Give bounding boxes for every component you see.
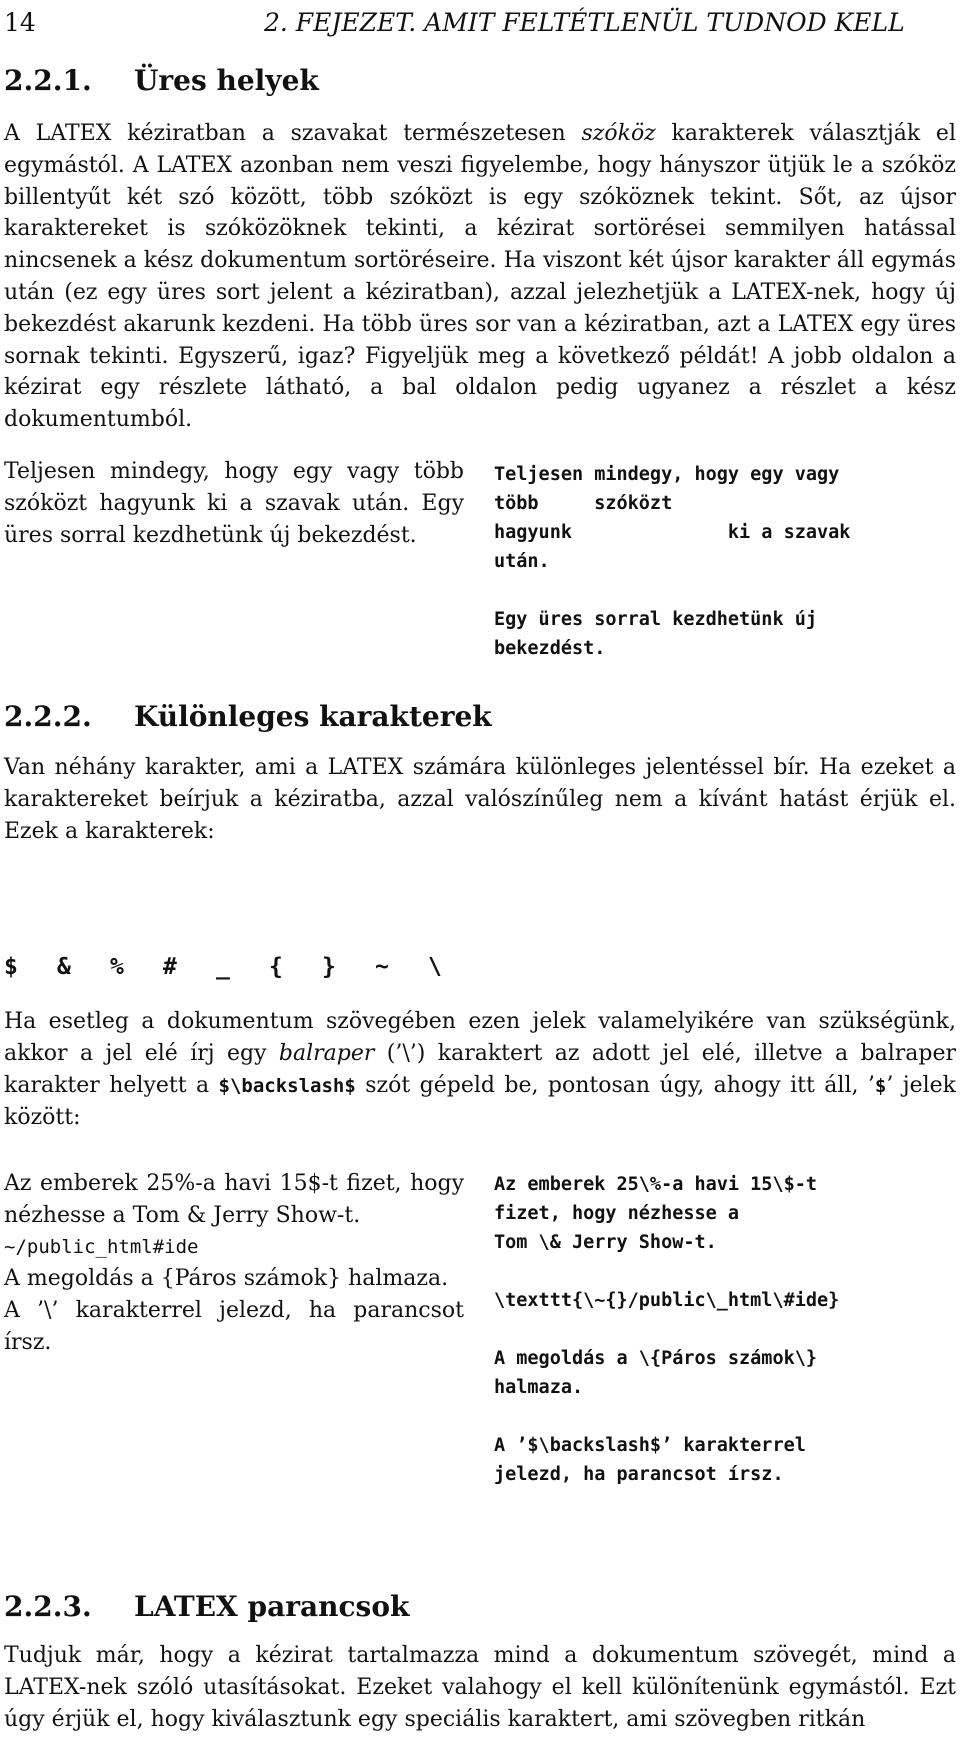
example2-line: A ’\’ karakterrel jelezd, ha parancsot írsz. <box>4 1298 464 1355</box>
paragraph-text: szót gépeld be, pontosan úgy, ahogy itt áll, ’ <box>355 1072 875 1098</box>
paragraph-text: (’\’) karaktert az adott jel elé, illetve a balraper karakter helyett a <box>4 1040 956 1098</box>
special-characters-list <box>4 954 481 980</box>
section-number: 2.2.3. <box>4 1590 92 1623</box>
example2-output <box>4 1168 464 1359</box>
special-char: # <box>163 954 177 980</box>
section-title: Üres helyek <box>134 64 319 97</box>
special-char: $ <box>4 954 18 980</box>
emphasis-text: szóköz <box>581 121 656 146</box>
example2-line: A megoldás a {Páros számok} halmaza. <box>4 1266 449 1292</box>
section-title: LATEX parancsok <box>134 1590 410 1623</box>
section-title: Különleges karakterek <box>134 700 492 733</box>
section-heading-ures-helyek <box>4 64 319 97</box>
special-char: { <box>269 954 283 980</box>
section-number: 2.2.1. <box>4 64 92 97</box>
special-char: & <box>57 954 71 980</box>
example2-tt-line: ~/public_html#ide <box>4 1235 199 1258</box>
example2-line: Az emberek 25%-a havi 15$-t fizet, hogy nézhesse a Tom & Jerry Show-t. <box>4 1171 464 1228</box>
section-heading-kulonleges <box>4 700 492 733</box>
example2-source: Az emberek 25\%-a havi 15\$-t fizet, hogy nézhesse a Tom \& Jerry Show-t. \texttt{\~{}/public\_html\#ide} A megoldás a \{Páros számok\} halmaza. A ’$\backslash$’ karakterrel jelezd, ha parancsot írsz. <box>494 1174 840 1485</box>
special-char: ~ <box>375 954 389 980</box>
paragraph-text: karakterek választják el egymástól. A LATEX azonban nem veszi figyelembe, hogy hányszor ütjük le a szóköz billentyűt két szó között, több szóközt is egy szóköznek tekint. Sőt, az újsor karaktereket is szóközöknek tekinti, a kézirat sortörései semmilyen hatással nincsenek a kész dokumentum sortöréseire. Ha viszont két újsor karakter áll egymás után (ez egy üres sort jelent a kéziratban), azzal jelezhetjük a LATEX-nek, hogy új bekezdést akarunk kezdeni. Ha több üres sor van a kéziratban, azt a LATEX egy üres sornak tekinti. Egyszerű, igaz? Figyeljük meg a következő példát! A jobb oldalon a kézirat egy részlete látható, a bal oldalon pedig ugyanez a részlet a kész dokumentumból. <box>4 121 956 433</box>
paragraph-balraper <box>4 1006 956 1134</box>
example1-output: Teljesen mindegy, hogy egy vagy több szóközt hagyunk ki a szavak után. Egy üres sorral kezdhetünk új bekezdést. <box>4 459 464 548</box>
inline-code: $ <box>874 1074 887 1097</box>
paragraph-parancsok: Tudjuk már, hogy a kézirat tartalmazza mind a dokumentum szövegét, mind a LATEX-nek szóló utasításokat. Ezeket valahogy el kell különítenünk egymástól. Ezt úgy érjük el, hogy kiválasztunk egy speciális karaktert, ami szövegben ritkán <box>4 1643 956 1732</box>
emphasis-text: balraper <box>278 1040 375 1066</box>
section-heading-parancsok <box>4 1590 409 1623</box>
page-number: 14 <box>4 7 36 37</box>
running-header <box>4 4 956 40</box>
section-number: 2.2.2. <box>4 700 92 733</box>
special-char: } <box>322 954 336 980</box>
paragraph-kulonleges: Van néhány karakter, ami a LATEX számára különleges jelentéssel bír. Ha ezeket a karaktereket beírjuk a kéziratba, azzal valószínűleg nem a kívánt hatást érjük el. Ezek a karakterek: <box>4 755 956 844</box>
special-char: \ <box>428 954 442 980</box>
chapter-title: 2. FEJEZET. AMIT FELTÉTLENÜL TUDNOD KELL <box>264 7 905 37</box>
special-char: % <box>110 954 124 980</box>
example1-source: Teljesen mindegy, hogy egy vagy több szóközt hagyunk ki a szavak után. Egy üres sorral kezdhetünk új bekezdést. <box>494 464 851 659</box>
paragraph-text: A LATEX kéziratban a szavakat természetesen <box>4 121 582 146</box>
special-char: _ <box>216 954 230 980</box>
paragraph-text: ’ jelek között: <box>4 1072 957 1131</box>
paragraph-ures-helyek <box>4 118 956 436</box>
paragraph-text: Ha esetleg a dokumentum szövegében ezen jelek valamelyikére van szükségünk, akkor a jel elé írj egy <box>4 1009 956 1066</box>
inline-code: $\backslash$ <box>218 1074 356 1097</box>
